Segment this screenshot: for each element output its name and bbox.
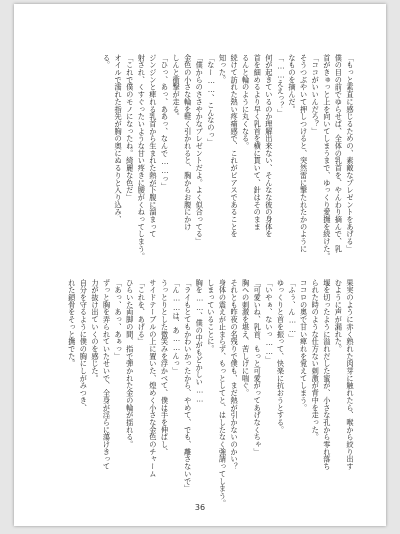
- text-line: 堰を切ったように溢れだした蜜が、小さな孔から零れ落ち: [322, 279, 332, 471]
- text-line: ひらいた両脚の間、指で弾かれた金の輪が揺れる。: [125, 279, 135, 449]
- text-line: 「ん……は、あ……んっ」: [172, 279, 182, 375]
- text-line: 「……ええっ？」: [276, 54, 286, 117]
- text-line: むように声が漏れた。: [334, 279, 344, 353]
- text-line: ジンジンと痺れる乳首から生まれた熱が下腹に溜まって: [148, 54, 158, 238]
- text-line: 「これで僕のモノになったね。綺麗な色だ」: [125, 54, 135, 201]
- text-line: 胸への刺激を堪え、苦しげに喘ぐ。: [241, 279, 251, 397]
- text-line: うっとりとした微笑みを浮かべて、僕は手を伸ばし、: [160, 279, 170, 456]
- lower-text-block: [66, 279, 356, 507]
- text-line: 「あっ、あっ、あぁっ」: [114, 279, 124, 360]
- text-line: る。: [102, 54, 112, 69]
- text-line: 胸を……、僕の中がもどかしい……: [195, 279, 205, 404]
- text-line: それとも昨夜の名残りで僕も、まだ熱が引かないのかい？: [230, 279, 240, 471]
- upper-text-block: [101, 54, 356, 260]
- text-line: 「僕からのささやかなプレゼントだよ。よく似合ってる」: [195, 54, 205, 246]
- text-line: そうつぶやいて押しつけると、突然雷に撃たれたかのように: [299, 54, 309, 253]
- text-line: 知った。: [218, 54, 228, 84]
- text-line: 「いやぁ、ないっ……」: [264, 279, 274, 364]
- text-line: られた時のような仕方ない刺激が背中を走った。: [311, 279, 321, 441]
- text-line: 果実のように赤く熟れた肉芽に触れたら、喉から絞り出す: [346, 279, 355, 471]
- text-line: 「なー……、こんなのっ」: [206, 54, 216, 146]
- text-line: 身体の震えが止まらず、もっとしてと、はしたなく強請ってしまう。: [218, 279, 228, 507]
- book-page: [14, 4, 386, 526]
- text-line: 続けて訪れた熱い疼痛感で、これがピアスであることを: [230, 54, 240, 238]
- text-line: しんと衝撃が走る。: [172, 54, 182, 121]
- text-line: サイドテーブルの上に置いた、煌めく小さな金色のチャーム: [148, 279, 158, 478]
- text-line: 射され、くすぐったいような甘い疼きに腰がくねってしまう。: [137, 54, 147, 260]
- text-line: 首を細めるより早く乳首を横に貫いて、針はそのまま: [253, 54, 263, 231]
- text-line: 「ひっ、あっ、ああっ、なんで……っ」: [160, 54, 170, 190]
- text-line: なものを摘んだ。: [288, 54, 298, 113]
- text-line: 「もっと素直に感じるための、素敵なプレゼントをあげる」: [346, 54, 355, 253]
- text-line: 「可愛いね、乳首、もっと可愛がってあげなくちゃ」: [253, 279, 263, 456]
- text-line: オイルで濡れた指先が胸の奥にぬるりと入り込み、: [114, 54, 124, 224]
- text-line: 「ふぅ、ん……」: [288, 279, 298, 342]
- text-line: るんと輪のように丸くなる。: [241, 54, 251, 150]
- text-line: 僕の目の前でゆらせば、全体の乳首を、やんわり摘んで、乳: [334, 54, 344, 253]
- text-line: ゆっくりと首を振って、快楽に抗おうとする。: [276, 279, 286, 434]
- text-line: 「ライもとてもかわいかったから、やめて、でも、離さないで」: [183, 279, 193, 493]
- text-line: しまっていることに。: [206, 279, 216, 353]
- text-line: 「ココがいいんだろ？」: [311, 54, 321, 135]
- text-line: れた鎖骨をそっと撫でた。: [67, 279, 77, 368]
- text-line: 首がきゅっと上を向いてしまうまで、ゆっくり愛撫を続けた。: [322, 54, 332, 260]
- text-line: ココロの奥で甘い痺れを覚えてしまう。: [299, 279, 309, 412]
- page-number: 36: [194, 503, 206, 512]
- text-line: 「これを、あげる」: [137, 279, 147, 346]
- text-line: ずっと胸を弄られていたせいで、全身が淫らに蕩けきって: [102, 279, 112, 471]
- text-line: 何が起きているのか理解出来ない、そんなな彼の身体を: [264, 54, 274, 238]
- text-line: 自分を守るように僕の胸にしがみつき、: [79, 279, 89, 412]
- text-line: 金色の小さな輪を軽く引かれると、胸からお腹にかけ: [183, 54, 193, 231]
- text-line: 力が抜け出ていくのを感じた。: [90, 279, 100, 382]
